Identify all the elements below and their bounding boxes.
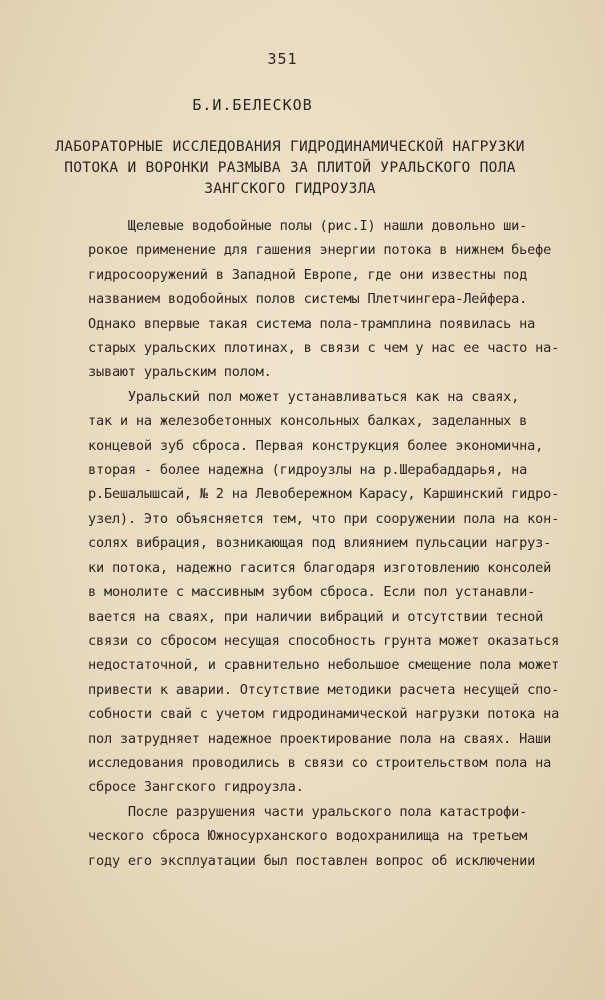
body-line: названием водобойных полов системы Плетчингера-Лейфера. <box>88 291 528 308</box>
body-line: ки потока, надежно гасится благодаря изготовлению консолей <box>88 559 552 576</box>
body-line: старых уральских плотинах, в связи с чем у нас ее часто на- <box>88 340 560 357</box>
body-line: концевой зуб сброса. Первая конструкция более экономична, <box>88 437 544 454</box>
body-line: исследования проводились в связи со строительством пола на <box>88 754 552 771</box>
body-line: Уральский пол может устанавливаться как на сваях, <box>88 388 520 405</box>
body-line: вается на сваях, при наличии вибраций и отсутствии тесной <box>88 608 544 625</box>
body-line: привести к аварии. Отсутствие методики расчета несущей спо- <box>88 681 560 698</box>
title-line: ЗАНГСКОГО ГИДРОУЗЛА <box>204 181 376 197</box>
body-line: Щелевые водобойные полы (рис.I) нашли довольно ши- <box>88 218 528 234</box>
body-line: в монолите с массивным зубом сброса. Если пол устанавли- <box>88 584 536 601</box>
body-line: так и на железобетонных консольных балках, заделанных в <box>88 413 528 430</box>
body-line: Однако впервые такая система пола-трамплина появилась на <box>88 315 536 332</box>
body-line: солях вибрация, возникающая под влиянием пульсации нагруз- <box>88 535 552 552</box>
body-line: гидросооружений в Западной Европе, где они известны под <box>88 266 528 283</box>
article-body <box>88 214 560 873</box>
article-title <box>40 137 540 200</box>
body-line: зывают уральским полом. <box>88 364 272 381</box>
body-line: собности свай с учетом гидродинамической нагрузки потока на <box>88 706 560 723</box>
body-line: рокое применение для гашения энергии потока в нижнем бьефе <box>88 242 552 259</box>
body-line: р.Бешалышсай, № 2 на Левобережном Карасу, Каршинский гидро- <box>88 486 560 503</box>
body-line: пол затрудняет надежное проектирование пола на сваях. Наши <box>88 730 552 747</box>
body-line: После разрушения части уральского пола катастрофи- <box>88 803 528 820</box>
title-line: ЛАБОРАТОРНЫЕ ИССЛЕДОВАНИЯ ГИДРОДИНАМИЧЕСКОЙ НАГРУЗКИ <box>55 139 525 155</box>
body-line: сбросе Зангского гидроузла. <box>88 779 304 796</box>
page-number: 351 <box>267 50 298 68</box>
body-line: вторая - более надежна (гидроузлы на р.Шерабаддарья, на <box>88 462 528 479</box>
body-line: недостаточной, и сравнительно небольшое смещение пола может <box>88 657 560 674</box>
body-line: году его эксплуатации был поставлен вопрос об исключении <box>88 852 536 869</box>
body-line: узел). Это объясняется тем, что при сооружении пола на кон- <box>88 510 560 527</box>
body-line: ческого сброса Южносурханского водохранилища на третьем <box>88 828 528 845</box>
title-line: ПОТОКА И ВОРОНКИ РАЗМЫВА ЗА ПЛИТОЙ УРАЛЬСКОГО ПОЛА <box>64 160 516 176</box>
body-line: связи со сбросом несущая способность грунта может оказаться <box>88 632 560 649</box>
author-name: Б.И.БЕЛЕСКОВ <box>192 96 313 114</box>
